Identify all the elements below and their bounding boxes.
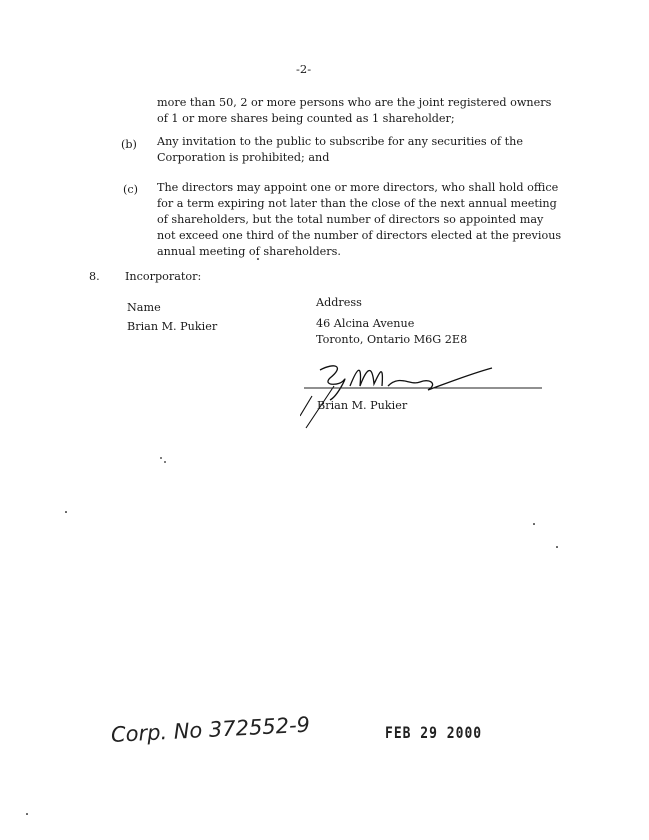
section-8-number: 8. (89, 270, 100, 283)
clause-c-line-1: The directors may appoint one or more directors, who shall hold office (157, 181, 559, 194)
clause-c-marker: (c) (123, 183, 138, 196)
address-column-header: Address (316, 296, 362, 309)
scan-speck (533, 523, 535, 525)
clause-b-line-2: Corporation is prohibited; and (157, 151, 330, 164)
scan-speck (164, 461, 166, 463)
handwritten-corporation-number: Corp. No 372552-9 (110, 712, 311, 747)
signature-printed-name: Brian M. Pukier (317, 399, 408, 412)
scan-speck (26, 813, 28, 815)
clause-c-line-3: of shareholders, but the total number of directors so appointed may (157, 213, 544, 226)
clause-c-line-5: annual meeting of shareholders. (157, 245, 341, 258)
clause-c-line-4: not exceed one third of the number of directors elected at the previous (157, 229, 562, 242)
section-8-heading: Incorporator: (125, 270, 202, 283)
address-line-1: 46 Alcina Avenue (316, 317, 415, 330)
clause-b-marker: (b) (121, 138, 137, 151)
address-line-2: Toronto, Ontario M6G 2E8 (316, 333, 468, 346)
incorporator-name: Brian M. Pukier (127, 320, 218, 333)
scan-speck (257, 258, 259, 260)
page-number: -2- (296, 62, 312, 76)
scan-speck (160, 457, 162, 459)
scan-speck (556, 546, 558, 548)
name-column-header: Name (127, 301, 161, 314)
signature-graphic (300, 356, 560, 436)
clause-c-line-2: for a term expiring not later than the close of the next annual meeting (157, 197, 557, 210)
clause-b-line-1: Any invitation to the public to subscribe for any securities of the (157, 135, 523, 148)
received-date-stamp: FEB 29 2000 (385, 724, 483, 743)
continuation-line-1: more than 50, 2 or more persons who are the joint registered owners (157, 96, 552, 109)
scan-speck (65, 511, 67, 513)
continuation-line-2: of 1 or more shares being counted as 1 shareholder; (157, 112, 455, 125)
